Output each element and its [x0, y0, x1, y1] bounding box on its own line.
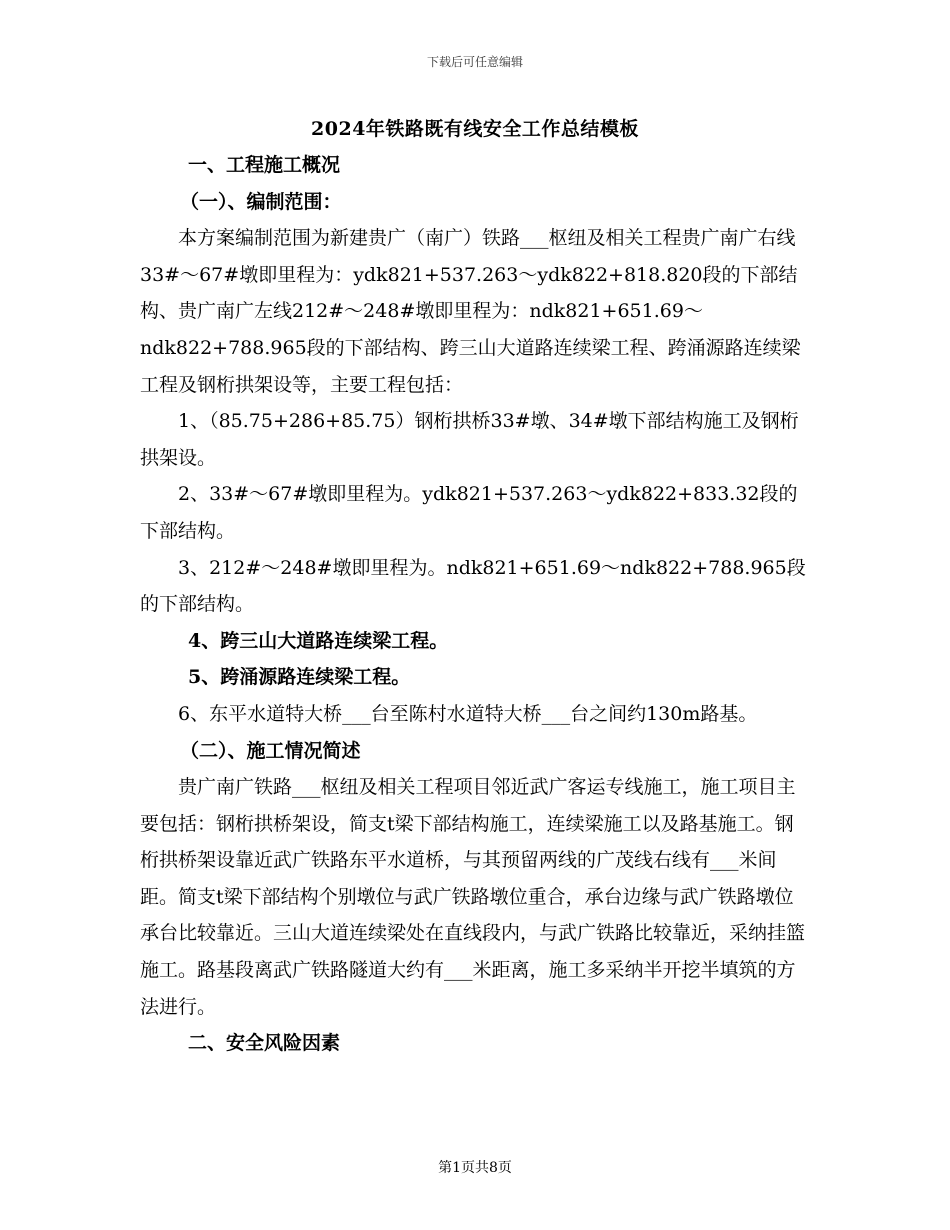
construction-summary-paragraph: 贵广南广铁路___枢纽及相关工程项目邻近武广客运专线施工，施工项目主要包括：钢桁拱桥架设，简支t梁下部结构施工，连续梁施工以及路基施工。钢桁拱桥架设靠近武广铁路东平水道桥，与其预留两线的广茂线右线有___米间距。简支t梁下部结构个别墩位与武广铁路墩位重合，承台边缘与武广铁路墩位承台比较靠近。三山大道连续梁处在直线段内，与武广铁路比较靠近，采纳挂篮施工。路基段离武广铁路隧道大约有___米距离，施工多采纳半开挖半填筑的方法进行。 [140, 776, 806, 1018]
document-title: 2024年铁路既有线安全工作总结模板 [311, 118, 639, 140]
work-item-5: 5、跨涌源路连续梁工程。 [188, 666, 411, 689]
document-body [140, 147, 812, 1062]
work-item-2: 2、33#～67#墩即里程为。ydk821+537.263～ydk822+833.32段的下部结构。 [140, 483, 798, 542]
work-item-1: 1、（85.75+286+85.75）钢桁拱桥33#墩、34#墩下部结构施工及钢桁拱架设。 [140, 410, 799, 469]
scope-intro-paragraph: 本方案编制范围为新建贵广（南广）铁路___枢纽及相关工程贵广南广右线33#～67#墩即里程为：ydk821+537.263～ydk822+818.820段的下部结构、贵广南广左线212#～248#墩即里程为：ndk821+651.69～ndk822+788.965段的下部结构、跨三山大道路连续梁工程、跨涌源路连续梁工程及钢桁拱架设等，主要工程包括： [140, 227, 801, 396]
section-heading-2: 二、安全风险因素 [188, 1032, 341, 1055]
work-item-3: 3、212#～248#墩即里程为。ndk821+651.69～ndk822+788.965段的下部结构。 [140, 556, 806, 616]
section-heading-1: 一、工程施工概况 [188, 154, 341, 176]
work-item-6: 6、东平水道特大桥___台至陈村水道特大桥___台之间约130m路基。 [178, 702, 758, 725]
work-item-4: 4、跨三山大道路连续梁工程。 [188, 629, 449, 652]
subsection-heading-1: （一）、编制范围： [180, 190, 342, 213]
header-note: 下载后可任意编辑 [426, 55, 523, 69]
page-footer: 第1页共8页 [438, 1160, 512, 1176]
subsection-heading-2: （二）、施工情况简述 [180, 739, 361, 762]
